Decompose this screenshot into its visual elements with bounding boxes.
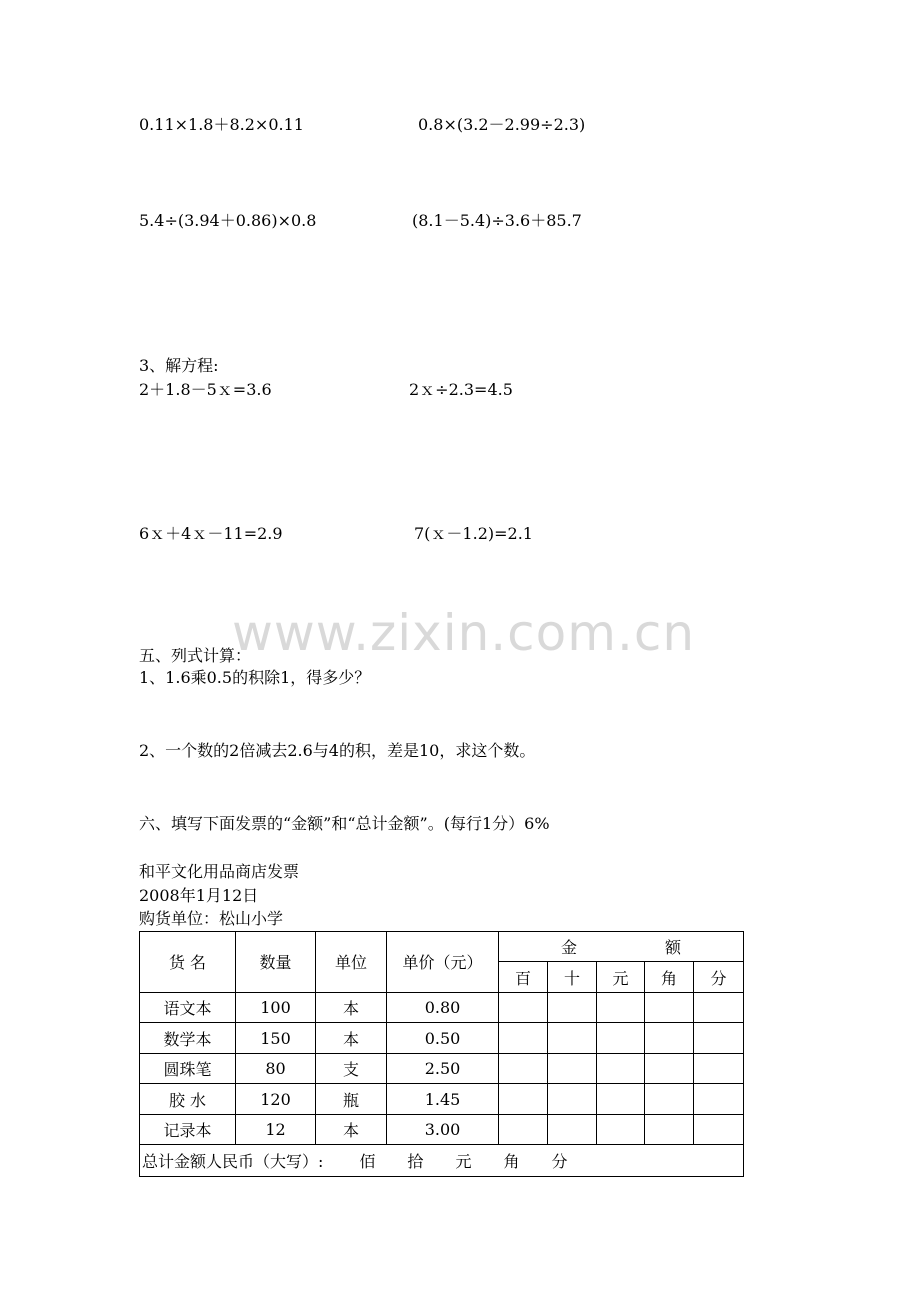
header-name: 货 名 bbox=[140, 932, 236, 993]
item-unit: 本 bbox=[316, 1023, 387, 1053]
amount-jiao-cell[interactable] bbox=[645, 992, 694, 1022]
header-amount-right: 额 bbox=[665, 938, 682, 958]
item-price: 0.50 bbox=[387, 1023, 499, 1053]
header-amount bbox=[499, 932, 744, 962]
total-jiao: 角 bbox=[503, 1152, 520, 1172]
amount-yuan-cell[interactable] bbox=[597, 1084, 645, 1114]
invoice-header-row bbox=[140, 932, 744, 962]
item-qty: 12 bbox=[236, 1114, 316, 1144]
header-yuan: 元 bbox=[597, 962, 645, 992]
item-price: 0.80 bbox=[387, 992, 499, 1022]
invoice-date: 2008年1月12日 bbox=[139, 886, 259, 905]
amount-yuan-cell[interactable] bbox=[597, 1114, 645, 1144]
amount-jiao-cell[interactable] bbox=[645, 1114, 694, 1144]
amount-bai-cell[interactable] bbox=[499, 992, 548, 1022]
total-label: 总计金额人民币（大写）: bbox=[142, 1152, 324, 1172]
item-qty: 100 bbox=[236, 992, 316, 1022]
amount-yuan-cell[interactable] bbox=[597, 992, 645, 1022]
item-name: 记录本 bbox=[140, 1114, 236, 1144]
question-2: 2、一个数的2倍减去2.6与4的积，差是10，求这个数。 bbox=[139, 741, 536, 760]
item-qty: 150 bbox=[236, 1023, 316, 1053]
header-unit: 单位 bbox=[316, 932, 387, 993]
amount-bai-cell[interactable] bbox=[499, 1114, 548, 1144]
total-cell[interactable] bbox=[140, 1145, 744, 1177]
equations-heading: 3、解方程: bbox=[139, 356, 219, 375]
item-name: 语文本 bbox=[140, 992, 236, 1022]
amount-shi-cell[interactable] bbox=[548, 1053, 597, 1083]
total-yuan: 元 bbox=[455, 1152, 472, 1172]
header-shi: 十 bbox=[548, 962, 597, 992]
amount-fen-cell[interactable] bbox=[694, 1053, 744, 1083]
section-6-heading: 六、填写下面发票的“金额”和“总计金额”。(每行1分）6% bbox=[139, 814, 550, 833]
header-qty: 数量 bbox=[236, 932, 316, 993]
header-jiao: 角 bbox=[645, 962, 694, 992]
amount-bai-cell[interactable] bbox=[499, 1084, 548, 1114]
header-price: 单价（元） bbox=[387, 932, 499, 993]
table-row bbox=[140, 992, 744, 1022]
amount-shi-cell[interactable] bbox=[548, 1023, 597, 1053]
header-amount-left: 金 bbox=[560, 938, 577, 958]
item-unit: 本 bbox=[316, 992, 387, 1022]
invoice-table bbox=[139, 931, 744, 1177]
amount-fen-cell[interactable] bbox=[694, 1114, 744, 1144]
equation-2: 2ｘ÷2.3=4.5 bbox=[409, 380, 513, 399]
table-row bbox=[140, 1053, 744, 1083]
amount-yuan-cell[interactable] bbox=[597, 1023, 645, 1053]
amount-bai-cell[interactable] bbox=[499, 1053, 548, 1083]
section-5-heading: 五、列式计算： bbox=[139, 646, 252, 665]
equation-3: 6ｘ＋4ｘ－11=2.9 bbox=[139, 524, 283, 543]
equation-1: 2＋1.8－5ｘ=3.6 bbox=[139, 380, 272, 399]
item-price: 2.50 bbox=[387, 1053, 499, 1083]
item-name: 胶 水 bbox=[140, 1084, 236, 1114]
calc-1-left: 0.11×1.8＋8.2×0.11 bbox=[139, 115, 304, 134]
table-row bbox=[140, 1023, 744, 1053]
amount-fen-cell[interactable] bbox=[694, 1023, 744, 1053]
invoice-shop-name: 和平文化用品商店发票 bbox=[139, 862, 300, 881]
item-name: 数学本 bbox=[140, 1023, 236, 1053]
table-row bbox=[140, 1084, 744, 1114]
question-1: 1、1.6乘0.5的积除1，得多少？ bbox=[139, 668, 371, 687]
calc-2-right: (8.1－5.4)÷3.6＋85.7 bbox=[412, 211, 582, 230]
total-row bbox=[140, 1145, 744, 1177]
item-price: 3.00 bbox=[387, 1114, 499, 1144]
header-bai: 百 bbox=[499, 962, 548, 992]
amount-jiao-cell[interactable] bbox=[645, 1084, 694, 1114]
header-fen: 分 bbox=[694, 962, 744, 992]
equation-4: 7(ｘ－1.2)=2.1 bbox=[414, 524, 533, 543]
item-qty: 80 bbox=[236, 1053, 316, 1083]
amount-shi-cell[interactable] bbox=[548, 1114, 597, 1144]
amount-bai-cell[interactable] bbox=[499, 1023, 548, 1053]
item-unit: 瓶 bbox=[316, 1084, 387, 1114]
amount-shi-cell[interactable] bbox=[548, 992, 597, 1022]
watermark: www.zixin.com.cn bbox=[232, 604, 696, 662]
invoice-buyer: 购货单位：松山小学 bbox=[139, 909, 284, 928]
amount-jiao-cell[interactable] bbox=[645, 1023, 694, 1053]
total-bai: 佰 bbox=[359, 1152, 376, 1172]
amount-jiao-cell[interactable] bbox=[645, 1053, 694, 1083]
item-qty: 120 bbox=[236, 1084, 316, 1114]
table-row bbox=[140, 1114, 744, 1144]
amount-yuan-cell[interactable] bbox=[597, 1053, 645, 1083]
amount-fen-cell[interactable] bbox=[694, 992, 744, 1022]
total-fen: 分 bbox=[551, 1152, 568, 1172]
calc-1-right: 0.8×(3.2－2.99÷2.3) bbox=[418, 115, 586, 134]
amount-shi-cell[interactable] bbox=[548, 1084, 597, 1114]
total-shi: 拾 bbox=[407, 1152, 424, 1172]
calc-2-left: 5.4÷(3.94＋0.86)×0.8 bbox=[139, 211, 317, 230]
amount-fen-cell[interactable] bbox=[694, 1084, 744, 1114]
item-unit: 支 bbox=[316, 1053, 387, 1083]
item-unit: 本 bbox=[316, 1114, 387, 1144]
item-price: 1.45 bbox=[387, 1084, 499, 1114]
item-name: 圆珠笔 bbox=[140, 1053, 236, 1083]
